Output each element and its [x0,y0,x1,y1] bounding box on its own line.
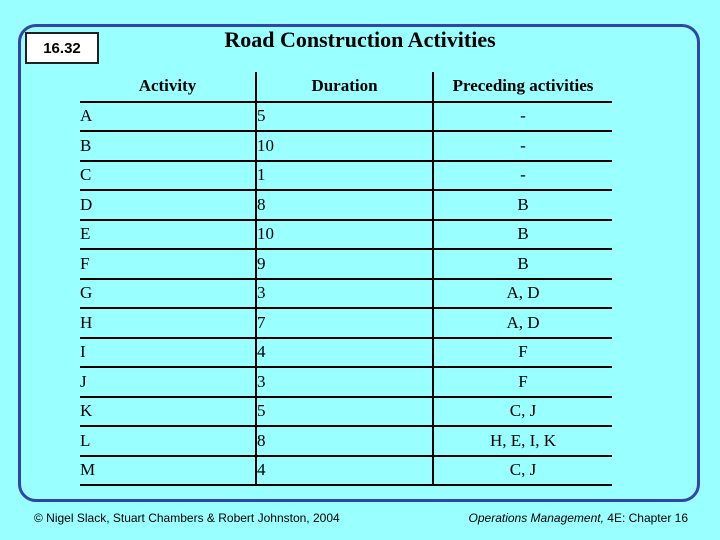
cell-preceding: B [433,249,612,279]
cell-preceding: B [433,220,612,250]
cell-activity: J [80,367,256,397]
cell-preceding: - [433,102,612,132]
cell-duration: 3 [256,279,433,309]
table-row [80,456,612,486]
cell-preceding: B [433,190,612,220]
cell-preceding: F [433,367,612,397]
copyright-footer: © Nigel Slack, Stuart Chambers & Robert Johnston, 2004 [34,511,340,525]
table-row [80,220,612,250]
cell-duration: 5 [256,102,433,132]
header-activity: Activity [80,72,256,102]
cell-preceding: F [433,338,612,368]
cell-preceding: A, D [433,308,612,338]
cell-duration: 8 [256,426,433,456]
cell-activity: L [80,426,256,456]
cell-activity: M [80,456,256,486]
cell-duration: 10 [256,220,433,250]
book-title: Operations Management, [468,511,604,525]
cell-duration: 7 [256,308,433,338]
cell-duration: 1 [256,161,433,191]
slide-number: 16.32 [25,32,99,64]
table-row [80,308,612,338]
table-row [80,249,612,279]
cell-activity: F [80,249,256,279]
cell-preceding: C, J [433,456,612,486]
cell-duration: 10 [256,131,433,161]
cell-duration: 9 [256,249,433,279]
cell-activity: D [80,190,256,220]
cell-activity: E [80,220,256,250]
activities-table [80,72,612,486]
cell-activity: K [80,397,256,427]
table-row [80,190,612,220]
table-row [80,426,612,456]
header-duration: Duration [256,72,433,102]
table-row [80,338,612,368]
cell-duration: 3 [256,367,433,397]
cell-preceding: C, J [433,397,612,427]
cell-activity: I [80,338,256,368]
book-footer [469,511,688,525]
cell-preceding: H, E, I, K [433,426,612,456]
page-title: Road Construction Activities [224,27,496,52]
cell-activity: A [80,102,256,132]
table-row [80,102,612,132]
table-row [80,367,612,397]
cell-activity: H [80,308,256,338]
cell-duration: 8 [256,190,433,220]
cell-preceding: - [433,161,612,191]
book-edition: 4E: Chapter 16 [603,511,688,525]
cell-preceding: A, D [433,279,612,309]
table-row [80,397,612,427]
cell-activity: B [80,131,256,161]
table-row [80,279,612,309]
cell-preceding: - [433,131,612,161]
cell-duration: 4 [256,338,433,368]
cell-activity: C [80,161,256,191]
cell-activity: G [80,279,256,309]
cell-duration: 5 [256,397,433,427]
header-preceding: Preceding activities [433,72,612,102]
cell-duration: 4 [256,456,433,486]
table-header-row [80,72,612,102]
table-row [80,131,612,161]
table-row [80,161,612,191]
